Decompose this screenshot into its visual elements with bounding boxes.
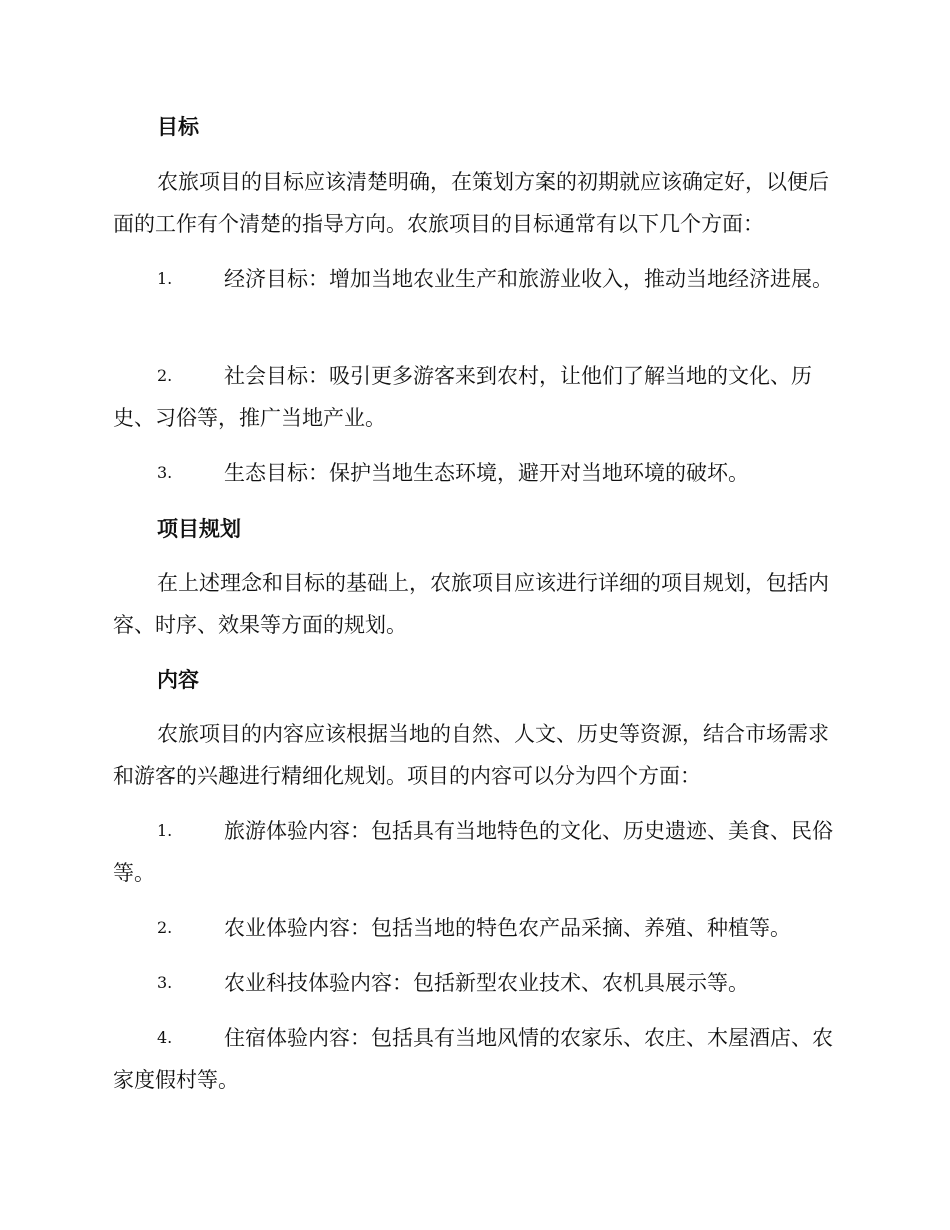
list-item [113,258,835,300]
section-heading-content: 内容 [157,668,199,692]
list-item-text: 住宿体验内容：包括具有当地风情的农家乐、农庄、木屋酒店、农家度假村等。 [113,1026,833,1092]
list-item [113,907,835,949]
list-item-text: 农业科技体验内容：包括新型农业技术、农机具展示等。 [224,971,749,995]
planning-intro-paragraph: 在上述理念和目标的基础上，农旅项目应该进行详细的项目规划，包括内容、时序、效果等方面的规划。 [113,571,829,637]
content-intro-paragraph: 农旅项目的内容应该根据当地的自然、人文、历史等资源，结合市场需求和游客的兴趣进行精细化规划。项目的内容可以分为四个方面： [113,722,829,788]
list-item-number: 1. [157,269,173,288]
list-item [113,1017,835,1101]
section-heading-planning: 项目规划 [157,517,241,541]
list-item-text: 经济目标：增加当地农业生产和旅游业收入，推动当地经济进展。 [224,267,833,291]
list-item-number: 2. [157,918,173,937]
list-item-number: 4. [157,1028,173,1047]
section-heading-goals: 目标 [157,115,199,139]
list-item-text: 农业体验内容：包括当地的特色农产品采摘、养殖、种植等。 [224,916,791,940]
list-item [113,355,835,439]
list-item [113,452,835,494]
list-item [113,962,835,1004]
list-item-text: 社会目标：吸引更多游客来到农村，让他们了解当地的文化、历史、习俗等，推广当地产业。 [113,364,812,430]
list-item [113,810,835,894]
list-item-text: 旅游体验内容：包括具有当地特色的文化、历史遗迹、美食、民俗等。 [113,819,833,885]
list-item-number: 3. [157,463,173,482]
list-item-number: 3. [157,973,173,992]
list-item-number: 2. [157,366,173,385]
goals-intro-paragraph: 农旅项目的目标应该清楚明确，在策划方案的初期就应该确定好，以便后面的工作有个清楚的指导方向。农旅项目的目标通常有以下几个方面： [113,170,829,236]
list-item-text: 生态目标：保护当地生态环境，避开对当地环境的破坏。 [224,461,749,485]
list-item-number: 1. [157,821,173,840]
